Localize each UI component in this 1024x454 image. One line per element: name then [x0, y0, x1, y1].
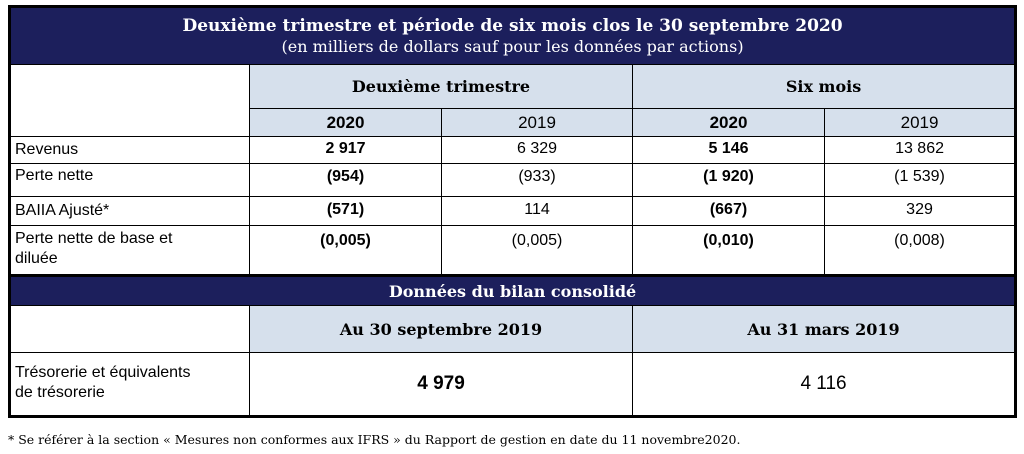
financial-table-container: [8, 5, 1014, 418]
value-cell: (0,005): [442, 226, 633, 276]
value-cell: 13 862: [825, 137, 1016, 164]
value-cell: (1 920): [633, 164, 825, 197]
value-cell: (954): [250, 164, 442, 197]
value-cell: (0,010): [633, 226, 825, 276]
row-label: Revenus: [10, 137, 250, 164]
table-title: [10, 7, 1016, 65]
balance-row-label: [10, 353, 250, 417]
value-cell: (1 539): [825, 164, 1016, 197]
year-header: 2020: [250, 109, 442, 137]
value-cell: 2 917: [250, 137, 442, 164]
table-row: [10, 137, 1016, 164]
balance-col2-header: Au 31 mars 2019: [633, 306, 1016, 353]
balance-col1-header: Au 30 septembre 2019: [250, 306, 633, 353]
table-row: [10, 226, 1016, 276]
value-cell: (0,005): [250, 226, 442, 276]
balance-header-empty-cell: [10, 306, 250, 353]
table-row: [10, 353, 1016, 417]
value-cell: (933): [442, 164, 633, 197]
year-header: 2019: [825, 109, 1016, 137]
balance-section-title: Données du bilan consolidé: [10, 276, 1016, 306]
balance-value2: 4 116: [633, 353, 1016, 417]
row-label: Perte nette: [10, 164, 250, 197]
value-cell: (667): [633, 197, 825, 226]
value-cell: 114: [442, 197, 633, 226]
balance-row-label-line2: de trésorerie: [15, 384, 105, 401]
value-cell: (571): [250, 197, 442, 226]
year-header: 2020: [633, 109, 825, 137]
title-line2: (en milliers de dollars sauf pour les données par actions): [281, 37, 744, 56]
table-row: [10, 164, 1016, 197]
year-header: 2019: [442, 109, 633, 137]
row-label: [10, 226, 250, 276]
header-empty-cell: [10, 65, 250, 137]
value-cell: 6 329: [442, 137, 633, 164]
value-cell: (0,008): [825, 226, 1016, 276]
period-quarter-header: Deuxième trimestre: [250, 65, 633, 109]
title-line1: Deuxième trimestre et période de six mois clos le 30 septembre 2020: [182, 16, 843, 36]
table-row: [10, 197, 1016, 226]
row-label-line2: diluée: [15, 250, 58, 267]
footnote: * Se référer à la section « Mesures non conformes aux IFRS » du Rapport de gestion en date du 11 novembre2020.: [8, 432, 741, 447]
value-cell: 5 146: [633, 137, 825, 164]
balance-value1: 4 979: [250, 353, 633, 417]
balance-row-label-line1: Trésorerie et équivalents: [15, 364, 191, 381]
row-label-line1: Perte nette de base et: [15, 230, 173, 247]
period-six-months-header: Six mois: [633, 65, 1016, 109]
row-label: BAIIA Ajusté*: [10, 197, 250, 226]
financial-table: [8, 5, 1017, 418]
value-cell: 329: [825, 197, 1016, 226]
